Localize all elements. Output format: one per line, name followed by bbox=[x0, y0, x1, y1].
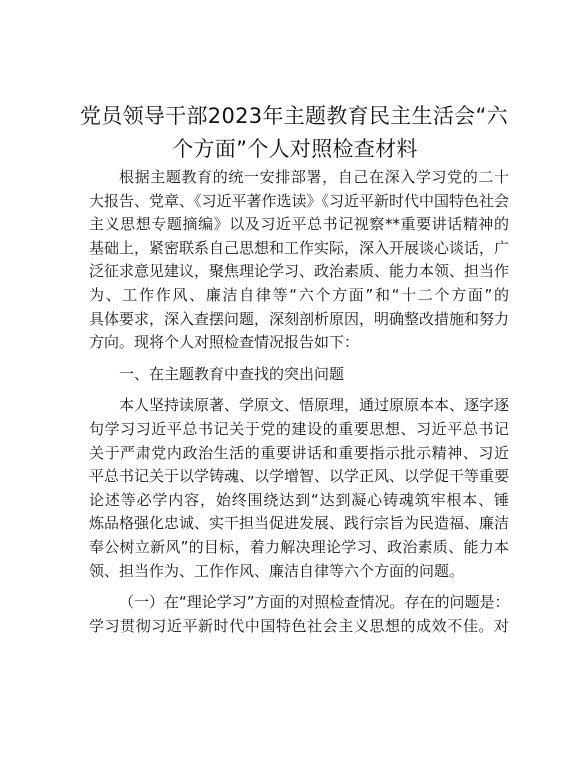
text-line: 大报告、党章、《习近平著作选读》《习近平新时代中国特色社会 bbox=[89, 191, 510, 210]
text-line: 主义思想专题摘编》以及习近平总书记视察**重要讲话精神的 bbox=[89, 215, 509, 234]
text-line: 句学习习近平总书记关于党的建设的重要思想、习近平总书记 bbox=[89, 419, 509, 438]
section-heading: 一、在主题教育中查找的突出问题 bbox=[119, 364, 345, 383]
text-line: 关于严肃党内政治生活的重要讲话和重要指示批示精神、习近 bbox=[89, 443, 509, 462]
text-line: 奉公树立新风”的目标，着力解决理论学习、政治素质、能力本 bbox=[89, 537, 509, 556]
text-line: 炼品格强化忠诚、实干担当促进发展、践行宗旨为民造福、廉洁 bbox=[89, 514, 510, 533]
paragraph-problems bbox=[89, 394, 509, 583]
paragraph-theory-study bbox=[89, 591, 509, 638]
text-line: 论述等必学内容，始终围绕达到“达到凝心铸魂筑牢根本、锤 bbox=[89, 490, 509, 509]
text-line: 为、工作作风、廉洁自律等“六个方面”和“十二个方面”的 bbox=[89, 285, 509, 304]
title-line: 党员领导干部2023年主题教育民主生活会“六 bbox=[80, 104, 508, 128]
title-line: 个方面”个人对照检查材料 bbox=[172, 137, 418, 161]
document-title bbox=[80, 100, 510, 166]
text-line: 根据主题教育的统一安排部署，自己在深入学习党的二十 bbox=[119, 168, 509, 186]
text-line: 学习贯彻习近平新时代中国特色社会主义思想的成效不佳。对 bbox=[89, 616, 509, 635]
text-line: 泛征求意见建议，聚焦理论学习、政治素质、能力本领、担当作 bbox=[89, 262, 510, 281]
text-line: 领、担当作为、工作作风、廉洁自律等六个方面的问题。 bbox=[89, 561, 465, 580]
text-line: 基础上，紧密联系自己思想和工作实际，深入开展谈心谈话，广 bbox=[89, 238, 510, 257]
text-line: 平总书记关于以学铸魂、以学增智、以学正风、以学促干等重要 bbox=[89, 467, 510, 486]
text-line: 具体要求，深入查摆问题，深刻剖析原因，明确整改措施和努力 bbox=[89, 309, 510, 328]
text-line: （一）在“理论学习”方面的对照检查情况。存在的问题是： bbox=[119, 593, 510, 612]
document-body bbox=[89, 166, 509, 638]
text-line: 方向。现将个人对照检查情况报告如下： bbox=[89, 333, 360, 352]
paragraph-intro bbox=[89, 166, 509, 355]
text-line: 本人坚持读原著、学原文、悟原理，通过原原本本、逐字逐 bbox=[119, 396, 510, 415]
